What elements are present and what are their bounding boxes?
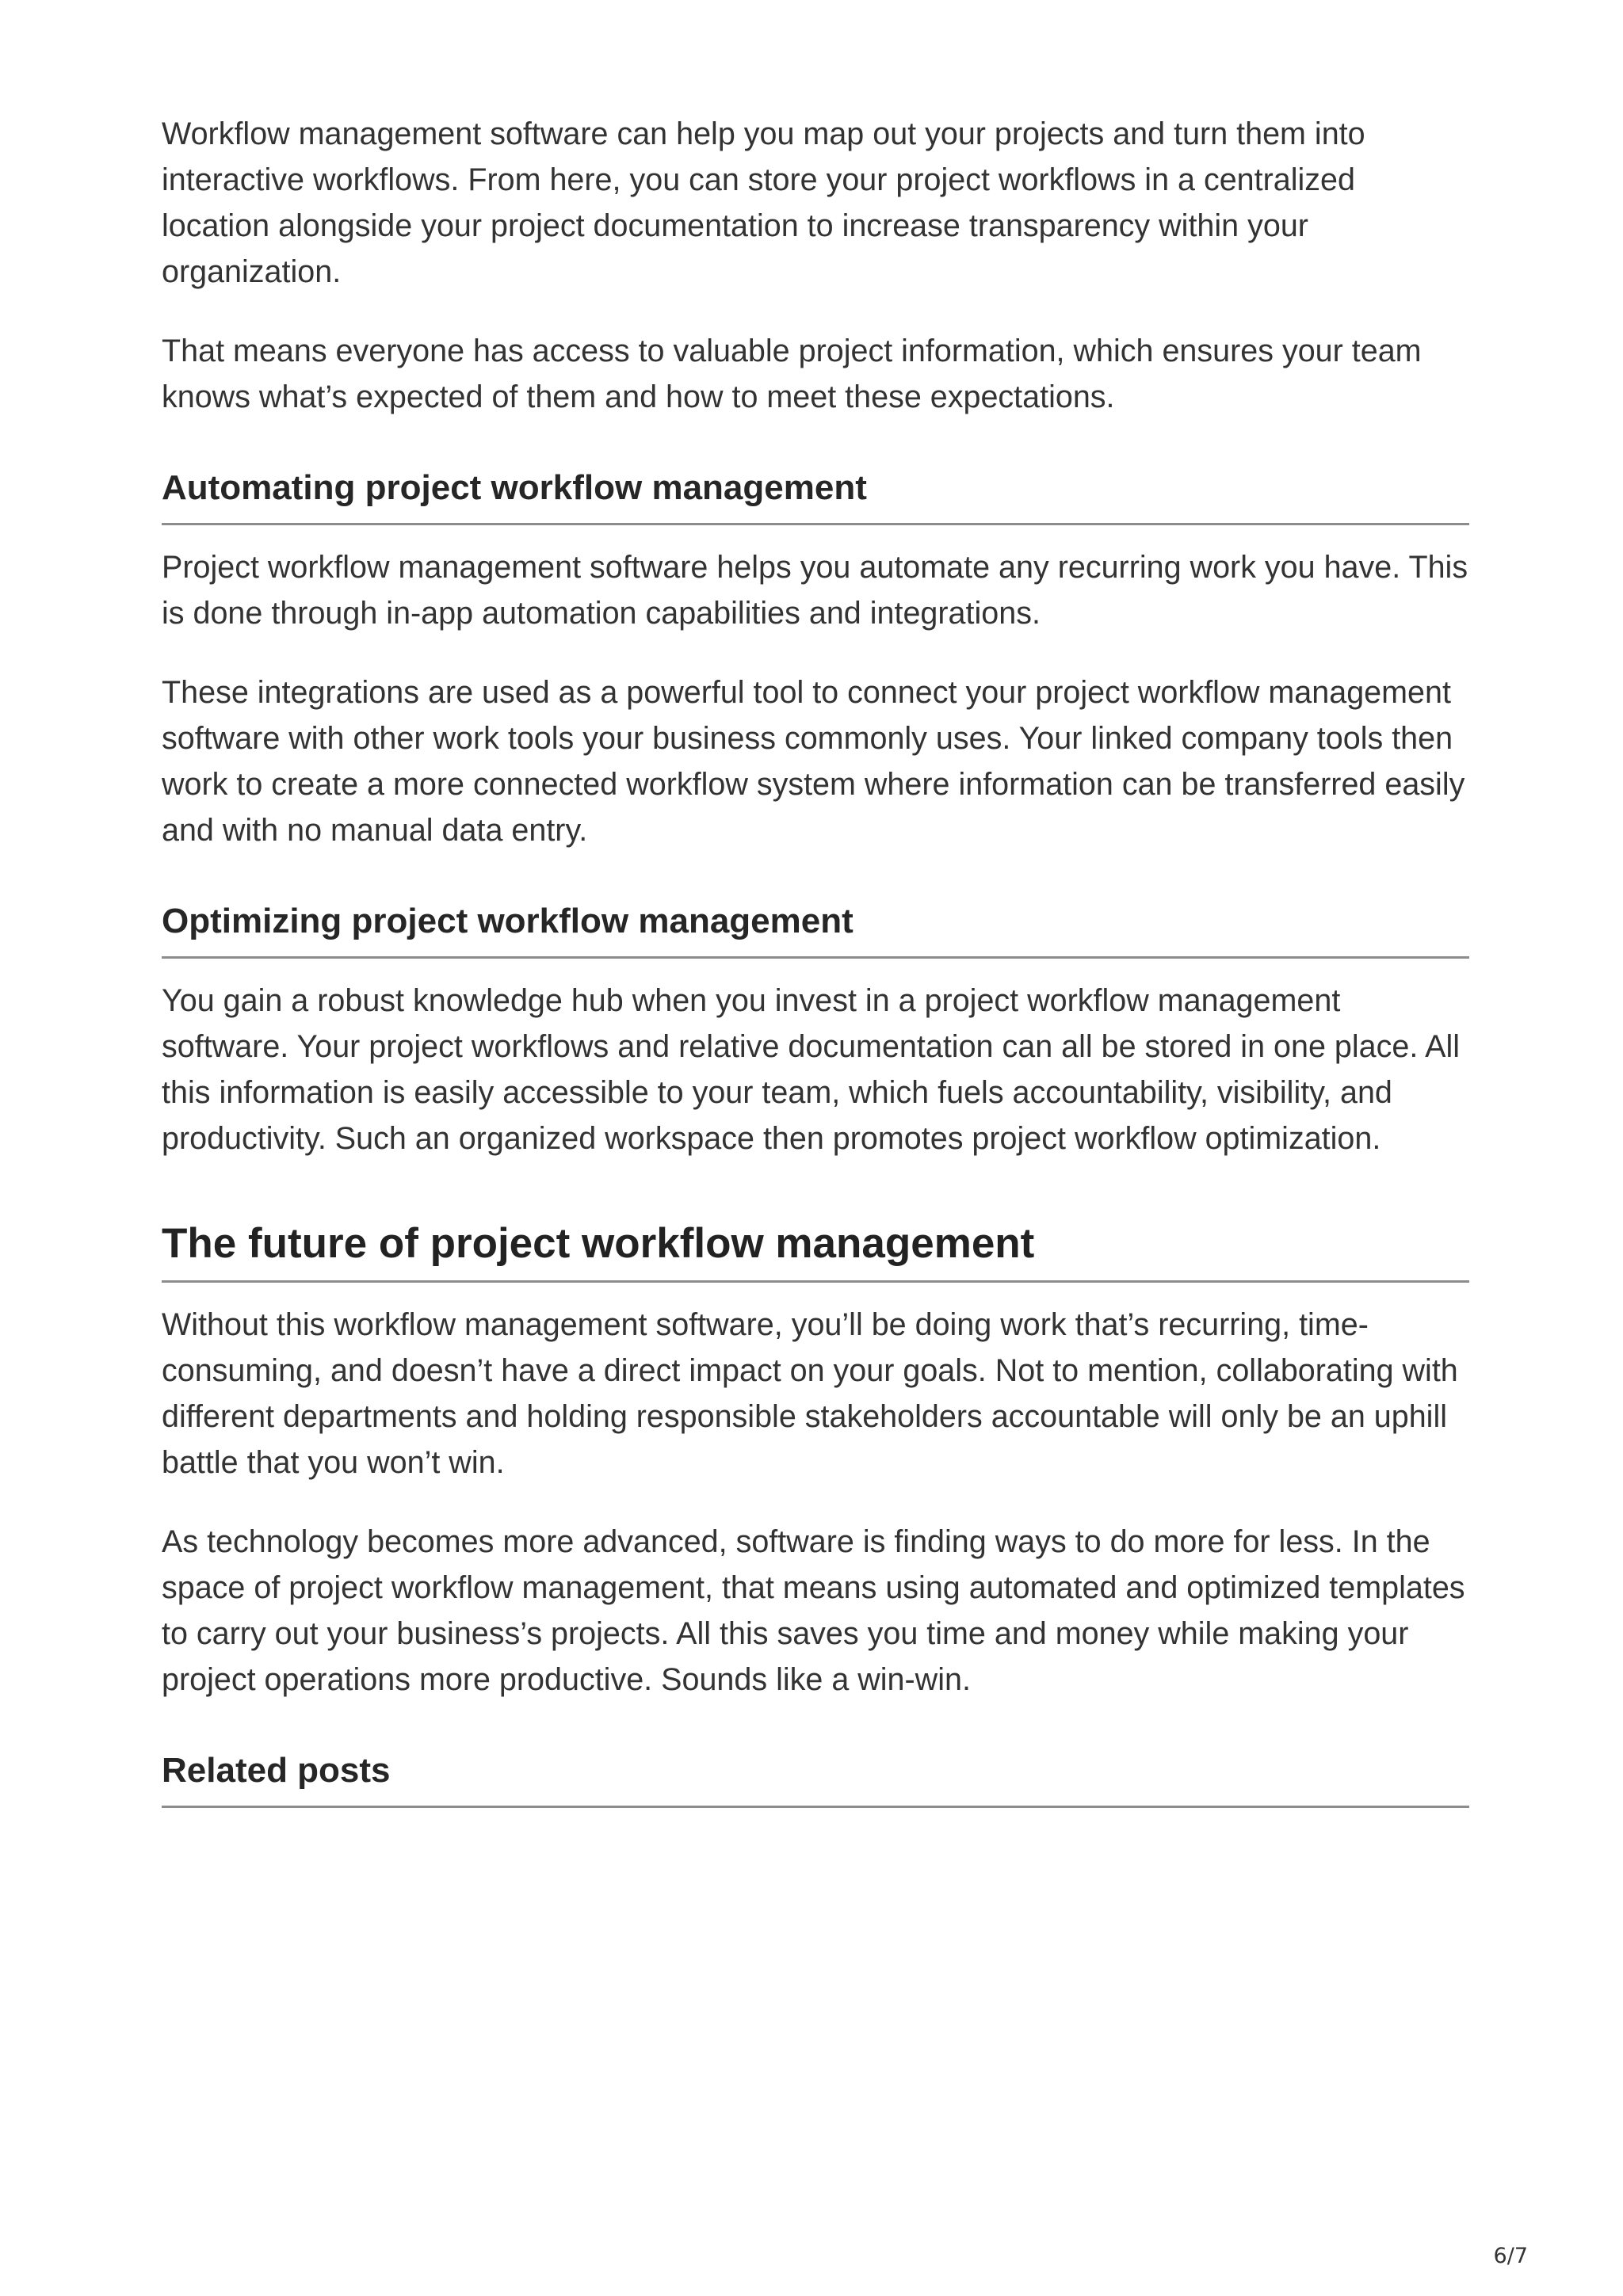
optimizing-paragraph-1: You gain a robust knowledge hub when you invest in a project workflow management software. Your project workflows and relative documentation can all be stored in one place. All this information is easily accessible to your team, which fuels accountability, visibility, and productivity. Such an organized workspace then promotes project workflow optimization. (162, 983, 1460, 1156)
future-paragraph-2: As technology becomes more advanced, software is finding ways to do more for less. In the space of project workflow management, that means using automated and optimized templates to carry out your business’s projects. All this saves you time and money while making your project operations more productive. Sounds like a win-win. (162, 1524, 1465, 1697)
section-heading-optimizing: Optimizing project workflow management (162, 899, 1469, 959)
intro-paragraph-1: Workflow management software can help you map out your projects and turn them into interactive workflows. From here, you can store your project workflows in a centralized location alongside your project documentation to increase transparency within your organization. (162, 116, 1365, 289)
future-paragraph-1: Without this workflow management software, you’ll be doing work that’s recurring, time-consuming, and doesn’t have a direct impact on your goals. Not to mention, collaborating with different departments and holding responsible stakeholders accountable will only be an uphill battle that you won’t win. (162, 1307, 1458, 1480)
section-heading-future: The future of project workflow management (162, 1219, 1469, 1283)
article-body (162, 111, 1469, 1808)
page-number: 6/7 (1493, 2244, 1528, 2268)
automating-paragraph-2: These integrations are used as a powerful tool to connect your project workflow management software with other work tools your business commonly uses. Your linked company tools then work to create a more connected workflow system where information can be transferred easily and with no manual data entry. (162, 675, 1465, 848)
section-heading-automating: Automating project workflow management (162, 466, 1469, 525)
section-heading-related-posts: Related posts (162, 1749, 1469, 1808)
automating-paragraph-1: Project workflow management software helps you automate any recurring work you have. This is done through in-app automation capabilities and integrations. (162, 550, 1468, 631)
intro-paragraph-2: That means everyone has access to valuable project information, which ensures your team knows what’s expected of them and how to meet these expectations. (162, 334, 1422, 414)
